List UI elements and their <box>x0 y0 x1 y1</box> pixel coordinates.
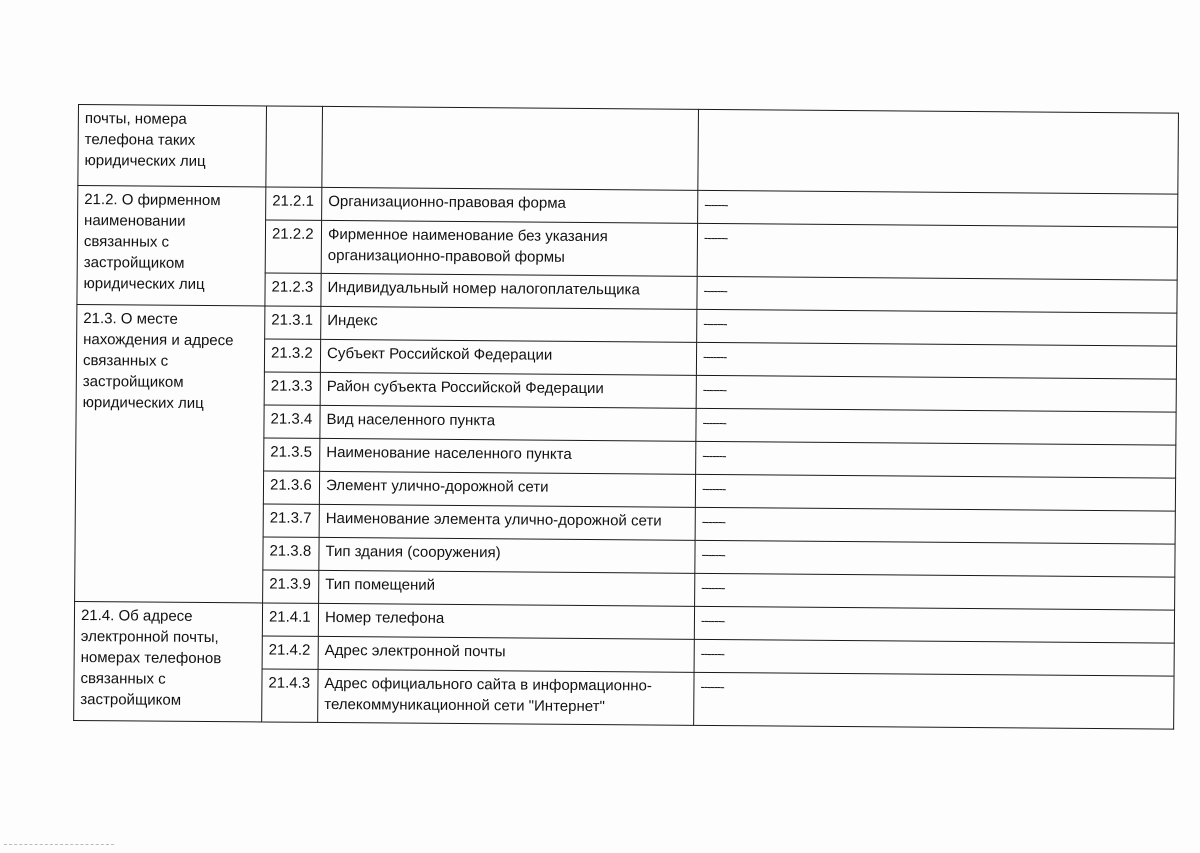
section-title: 21.3. О месте нахождения и адресе связанных с застройщиком юридических лиц <box>75 304 265 602</box>
row-value: ------- <box>694 672 1174 729</box>
row-number: 21.2.1 <box>266 187 322 220</box>
row-number: 21.4.3 <box>262 669 318 722</box>
row-number: 21.3.3 <box>264 372 320 405</box>
row-value: ------- <box>695 507 1175 544</box>
row-value: ------- <box>696 342 1176 379</box>
scan-artifact-divider <box>4 844 114 847</box>
document-table-wrapper <box>73 104 1178 730</box>
row-name: Индивидуальный номер налогоплательщика <box>321 273 697 309</box>
row-value: ------- <box>696 375 1176 412</box>
row-value: ------- <box>697 223 1177 280</box>
row-value: ------- <box>697 276 1177 313</box>
row-name: Адрес официального сайта в информационно-телекоммуникационной сети "Интернет" <box>318 669 694 725</box>
row-number: 21.3.1 <box>265 306 321 339</box>
row-name: Элемент улично-дорожной сети <box>319 471 695 507</box>
row-number: 21.3.6 <box>263 471 319 504</box>
row-number: 21.4.1 <box>262 603 318 636</box>
row-name: Фирменное наименование без указания организационно-правовой формы <box>321 220 697 276</box>
row-name: Наименование элемента улично-дорожной сети <box>319 504 695 540</box>
empty-cell <box>322 106 699 190</box>
row-number: 21.3.2 <box>264 339 320 372</box>
row-value: ------- <box>697 309 1177 346</box>
row-value: ------- <box>696 441 1176 478</box>
row-number: 21.3.7 <box>263 504 319 537</box>
empty-cell <box>266 106 323 187</box>
section-title: 21.4. Об адресе электронной почты, номерах телефонов связанных с застройщиком <box>74 601 263 721</box>
row-number: 21.3.5 <box>264 438 320 471</box>
row-number: 21.2.2 <box>265 220 321 273</box>
section-title: 21.2. О фирменном наименовании связанных с застройщиком юридических лиц <box>77 186 266 306</box>
row-value: ------- <box>696 408 1176 445</box>
table-row <box>78 105 1179 195</box>
row-name: Тип помещений <box>319 570 695 606</box>
section-title-continuation: почты, номера телефона таких юридических лиц <box>78 105 267 187</box>
row-name: Тип здания (сооружения) <box>319 537 695 573</box>
row-number: 21.2.3 <box>265 273 321 306</box>
row-number: 21.3.4 <box>264 405 320 438</box>
row-name: Номер телефона <box>318 603 694 639</box>
row-name: Субъект Российской Федерации <box>320 339 696 375</box>
row-name: Индекс <box>321 306 697 342</box>
row-value: ------- <box>695 474 1175 511</box>
row-name: Наименование населенного пункта <box>320 438 696 474</box>
row-name: Район субъекта Российской Федерации <box>320 372 696 408</box>
empty-cell <box>698 109 1179 194</box>
row-number: 21.3.8 <box>263 537 319 570</box>
row-name: Организационно-правовая форма <box>322 187 698 223</box>
row-value: ------- <box>695 540 1175 577</box>
row-value: ------- <box>698 190 1178 227</box>
row-number: 21.4.2 <box>262 636 318 669</box>
row-value: ------- <box>694 606 1174 643</box>
row-value: ------- <box>694 639 1174 676</box>
developer-info-table <box>73 104 1179 730</box>
row-name: Вид населенного пункта <box>320 405 696 441</box>
row-value: ------- <box>695 573 1175 610</box>
row-name: Адрес электронной почты <box>318 636 694 672</box>
row-number: 21.3.9 <box>263 570 319 603</box>
